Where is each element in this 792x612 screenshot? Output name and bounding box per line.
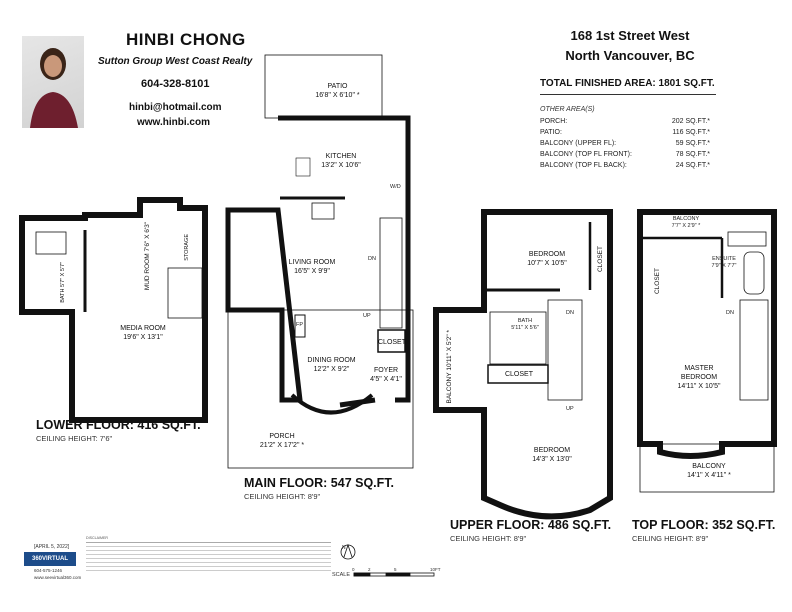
room-closet-upper-2: CLOSET xyxy=(504,371,533,378)
total-area: TOTAL FINISHED AREA: 1801 SQ.FT. xyxy=(540,78,715,89)
scale-tick-2: 2 xyxy=(368,567,371,572)
scale-tick-5: 5 xyxy=(394,567,397,572)
room-dining: DINING ROOM 12'2" X 9'2" xyxy=(307,357,356,373)
room-balcony-top-front: BALCONY 14'1" X 4'11" * xyxy=(687,463,731,479)
other-areas-list xyxy=(540,118,710,169)
washer-dryer-label: W/D xyxy=(390,184,401,190)
upper-floor-title: UPPER FLOOR: 486 SQ.FT. xyxy=(450,518,612,532)
plan-date: [APRIL 5, 2022] xyxy=(34,544,70,550)
lower-floor-walls xyxy=(22,200,205,420)
room-closet-upper-1: CLOSET xyxy=(597,246,604,273)
company-web[interactable]: www.seevirtual360.com xyxy=(34,575,82,580)
top-floor-title: TOP FLOOR: 352 SQ.FT. xyxy=(632,518,776,532)
area-row-porch: PORCH: 202 SQ.FT.* xyxy=(540,118,710,125)
room-mud: MUD ROOM 7'6" X 6'3" xyxy=(144,222,151,291)
room-foyer: FOYER 4'5" X 4'1" xyxy=(370,367,402,383)
agent-name: HINBI CHONG xyxy=(126,30,246,49)
area-row-patio: PATIO: 116 SQ.FT.* xyxy=(540,129,710,136)
stair-dn-top: DN xyxy=(726,310,734,316)
agent-portrait-icon xyxy=(22,36,84,128)
agent-website[interactable]: www.hinbi.com xyxy=(137,117,210,128)
room-ensuite: ENSUITE 7'9" X 7'7" xyxy=(711,256,737,269)
top-floor-ceiling: CEILING HEIGHT: 8'9" xyxy=(632,534,709,543)
room-bath-upper: BATH 5'11" X 5'6" xyxy=(511,318,539,331)
agent-email[interactable]: hinbi@hotmail.com xyxy=(129,102,222,113)
lower-floor-ceiling: CEILING HEIGHT: 7'6" xyxy=(36,434,113,443)
room-porch: PORCH 21'2" X 17'2" * xyxy=(259,433,305,449)
agency-name: Sutton Group West Coast Realty xyxy=(98,56,253,67)
area-row-balcony-top-front: BALCONY (TOP FL FRONT): 78 SQ.FT.* xyxy=(540,151,710,158)
address-line1: 168 1st Street West xyxy=(570,28,690,43)
main-floor-title: MAIN FLOOR: 547 SQ.FT. xyxy=(244,476,395,490)
scale-bar xyxy=(354,573,434,576)
area-row-balcony-top-back: BALCONY (TOP FL BACK): 24 SQ.FT.* xyxy=(540,162,710,169)
lower-floor-title: LOWER FLOOR: 416 SQ.FT. xyxy=(36,418,201,432)
room-media: MEDIA ROOM 19'6" X 13'1" xyxy=(120,325,166,341)
stair-up-main: UP xyxy=(363,313,371,319)
agent-photo xyxy=(22,36,84,128)
disclaimer: DISCLAIMER xyxy=(86,536,331,571)
top-floor-walls xyxy=(640,212,774,456)
dining-bay xyxy=(292,395,372,413)
room-balcony-upper: BALCONY 10'11" X 5'2" * xyxy=(446,330,453,404)
agent-phone: 604-328-8101 xyxy=(141,78,210,90)
stair-up-upper: UP xyxy=(566,406,574,412)
upper-floor-ceiling: CEILING HEIGHT: 8'9" xyxy=(450,534,527,543)
room-bedroom-upper-2: BEDROOM 14'3" X 13'0" xyxy=(532,447,572,463)
scale-label: SCALE xyxy=(332,572,351,578)
company-phone: 604-575-1246 xyxy=(34,568,63,573)
stair-dn-main: DN xyxy=(368,256,376,262)
fireplace-label: FP xyxy=(296,322,304,328)
stair-dn-upper: DN xyxy=(566,310,574,316)
scale-tick-0: 0 xyxy=(352,567,355,572)
room-patio: PATIO 16'8" X 6'10" * xyxy=(315,83,360,99)
main-stairs xyxy=(380,218,402,328)
area-row-balcony-upper: BALCONY (UPPER FL): 59 SQ.FT.* xyxy=(540,140,710,147)
room-balcony-top-back: BALCONY 7'7" X 2'9" * xyxy=(671,216,701,229)
divider xyxy=(540,94,716,95)
scale-tick-10: 10FT xyxy=(430,567,441,572)
room-closet-top: CLOSET xyxy=(654,268,661,295)
room-bedroom-upper-1: BEDROOM 10'7" X 10'5" xyxy=(527,251,567,267)
room-master: MASTER BEDROOM 14'11" X 10'5" xyxy=(677,365,721,390)
company-logo: 360VIRTUAL xyxy=(24,552,76,566)
north-label: N xyxy=(342,545,346,551)
address-line2: North Vancouver, BC xyxy=(565,48,695,63)
room-closet-main: CLOSET xyxy=(378,339,407,346)
main-floor-ceiling: CEILING HEIGHT: 8'9" xyxy=(244,492,321,501)
other-areas-heading: OTHER AREA(S) xyxy=(540,106,595,113)
room-bath-lower: BATH 5'7" X 5'7" xyxy=(60,262,66,303)
room-storage: STORAGE xyxy=(184,234,190,261)
room-living: LIVING ROOM 16'5" X 9'9" xyxy=(288,259,336,275)
room-kitchen: KITCHEN 13'2" X 10'6" xyxy=(321,153,361,169)
